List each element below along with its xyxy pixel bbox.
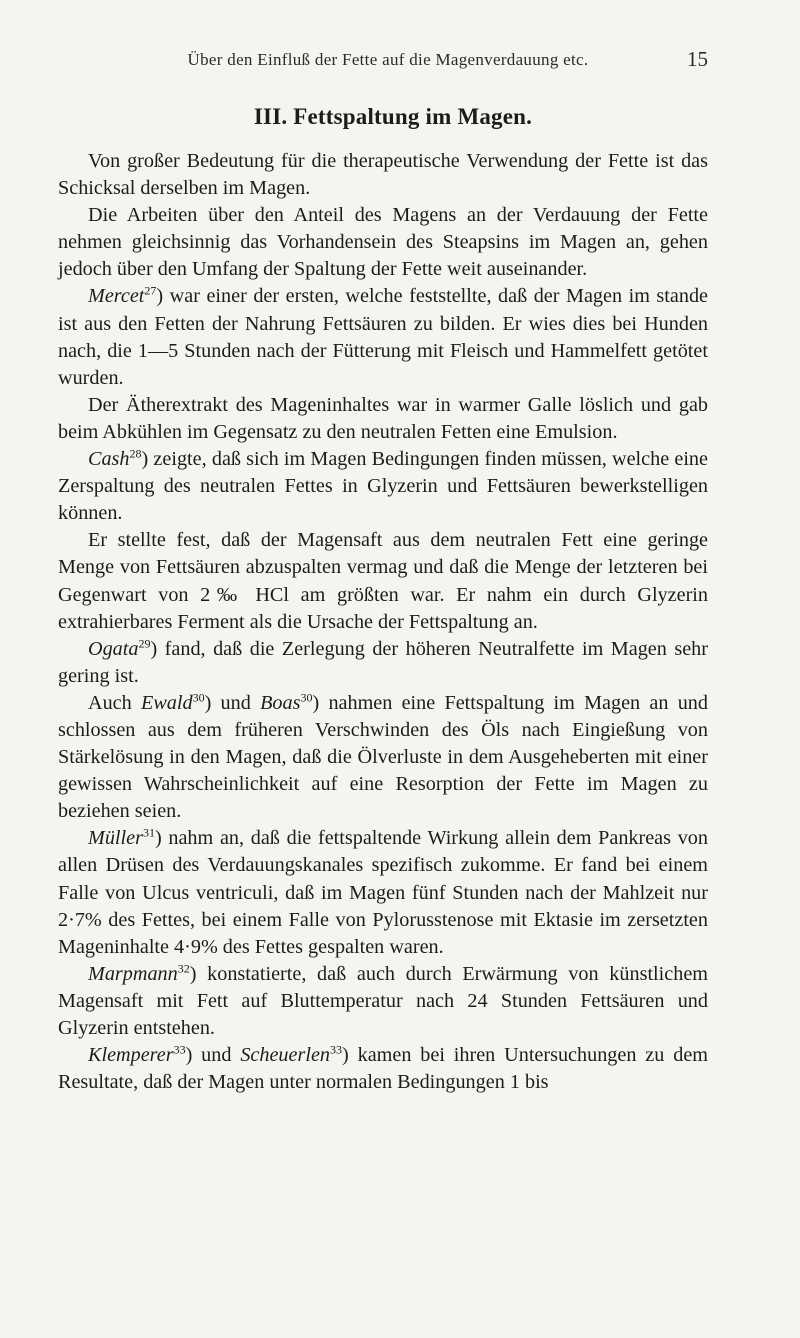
paragraph-text: Die Arbeiten über den Anteil des Magens an der Verdauung der Fette nehmen gleichsinnig das Vorhandensein des Steapsins im Magen an, gehen jedoch über den Umfang der Spaltung der Fette weit auseinander. bbox=[58, 204, 708, 281]
paragraph bbox=[58, 1042, 708, 1096]
reference-number: 31 bbox=[142, 825, 155, 840]
author-name: Klemperer bbox=[88, 1044, 174, 1067]
paragraph bbox=[58, 392, 708, 446]
paragraph-text: ) konstatierte, daß auch durch Erwärmung von künstlichem Magensaft mit Fett auf Bluttemperatur nach 24 Stunden Fettsäuren und Glyzerin entstehen. bbox=[58, 962, 708, 1039]
author-name: Ewald bbox=[140, 691, 193, 714]
paragraph-text: ) nahm an, daß die fettspaltende Wirkung allein dem Pankreas von allen Drüsen des Verdauungskanales spezifisch zukomme. Er fand bei einem Falle von Ulcus ventriculi, daß im Magen fünf Stunden nach der Mahlzeit nur 2·7% des Fettes, bei einem Falle von Pylorusstenose mit Ektasie im zersetzten Mageninhalte 4·9% des Fettes gespalten waren. bbox=[58, 827, 708, 958]
paragraph bbox=[58, 825, 708, 960]
paragraph-text: Von großer Bedeutung für die therapeutische Verwendung der Fette ist das Schicksal derselben im Magen. bbox=[58, 150, 708, 200]
paragraph-connector: ) und bbox=[185, 1044, 241, 1067]
author-name: Scheuerlen bbox=[240, 1044, 331, 1067]
paragraph-text: ) fand, daß die Zerlegung der höheren Neutralfette im Magen sehr gering ist. bbox=[58, 637, 708, 687]
author-name: Cash bbox=[88, 448, 130, 471]
running-title: Über den Einfluß der Fette auf die Magenverdauung etc. bbox=[187, 50, 589, 69]
paragraph-connector: ) und bbox=[204, 691, 261, 714]
section-heading: III. Fettspaltung im Magen. bbox=[253, 104, 533, 129]
paragraph bbox=[58, 961, 708, 1042]
author-name: Müller bbox=[88, 827, 143, 850]
paragraph bbox=[58, 527, 708, 635]
author-name: Boas bbox=[260, 691, 301, 714]
reference-number: 33 bbox=[173, 1042, 186, 1057]
paragraph bbox=[58, 636, 708, 690]
paragraph-text: Er stellte fest, daß der Magensaft aus dem neutralen Fett eine geringe Menge von Fettsäuren abzuspalten vermag und daß die Menge der letzteren bei Gegenwart von 2‰ HCl am größten war. Er nahm ein durch Glyzerin extrahierbares Ferment als die Ursache der Fettspaltung an. bbox=[58, 529, 708, 633]
paragraph bbox=[58, 283, 708, 391]
reference-number: 33 bbox=[330, 1042, 343, 1057]
running-head bbox=[58, 0, 708, 82]
reference-number: 30 bbox=[192, 690, 205, 705]
reference-number: 32 bbox=[177, 961, 190, 976]
paragraph bbox=[58, 690, 708, 825]
author-name: Marpmann bbox=[88, 962, 178, 985]
paragraph-lead: Auch bbox=[88, 691, 141, 714]
author-name: Mercet bbox=[88, 285, 145, 308]
paragraph bbox=[58, 446, 708, 527]
paragraph bbox=[58, 202, 708, 283]
paragraph-text: ) kamen bei ihren Untersuchungen zu dem Resultate, daß der Magen unter normalen Bedingungen 1 bis bbox=[58, 1044, 708, 1094]
book-page bbox=[58, 0, 708, 1096]
page-number: 15 bbox=[687, 47, 708, 71]
author-name: Ogata bbox=[88, 637, 139, 660]
reference-number: 29 bbox=[138, 635, 151, 650]
reference-number: 27 bbox=[144, 283, 157, 298]
paragraph-text: ) nahmen eine Fettspaltung im Magen an und schlossen aus dem früheren Verschwinden des Öls nach Eingießung von Stärkelösung in den Magen, daß die Ölverluste in dem Ausgeheberten mit einer gewissen Wahrscheinlichkeit auf eine Resorption der Fette im Magen zu beziehen seien. bbox=[58, 691, 708, 823]
reference-number: 30 bbox=[300, 690, 313, 705]
reference-number: 28 bbox=[129, 446, 142, 461]
body-text bbox=[58, 148, 708, 1096]
paragraph-text: Der Ätherextrakt des Mageninhaltes war in warmer Galle löslich und gab beim Abkühlen im Gegensatz zu den neutralen Fetten eine Emulsion. bbox=[58, 393, 708, 443]
paragraph-text: ) zeigte, daß sich im Magen Bedingungen finden müssen, welche eine Zerspaltung des neutralen Fettes in Glyzerin und Fettsäuren bewerkstelligen können. bbox=[58, 448, 708, 525]
paragraph bbox=[58, 148, 708, 202]
paragraph-text: ) war einer der ersten, welche feststellte, daß der Magen im stande ist aus den Fetten der Nahrung Fettsäuren zu bilden. Er wies dies bei Hunden nach, die 1—5 Stunden nach der Fütterung mit Fleisch und Hammelfett getötet wurden. bbox=[58, 285, 708, 389]
